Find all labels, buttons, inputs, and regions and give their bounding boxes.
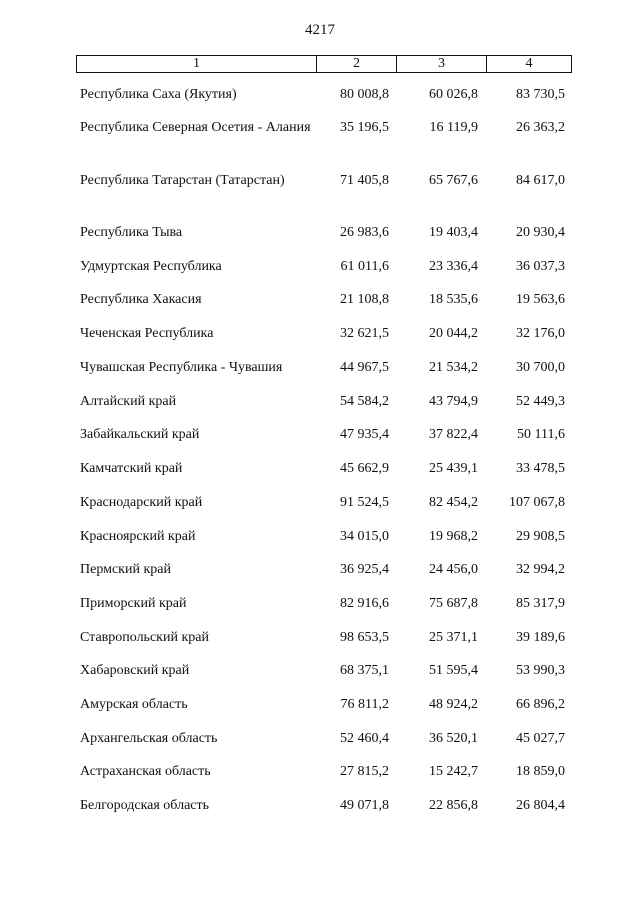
value-col-4: 26 804,4	[516, 798, 565, 813]
value-col-3: 19 403,4	[429, 225, 478, 240]
value-col-4: 30 700,0	[516, 360, 565, 375]
value-col-4: 19 563,6	[516, 292, 565, 307]
value-col-3: 25 439,1	[429, 461, 478, 476]
region-name: Республика Тыва	[80, 225, 183, 240]
value-col-3: 75 687,8	[429, 596, 478, 611]
value-col-3: 43 794,9	[429, 394, 478, 409]
region-name: Удмуртская Республика	[80, 259, 222, 274]
value-col-4: 85 317,9	[516, 596, 565, 611]
value-col-2: 71 405,8	[340, 173, 389, 188]
value-col-3: 20 044,2	[429, 326, 478, 341]
column-header-row	[77, 56, 572, 73]
value-col-3: 19 968,2	[429, 529, 478, 544]
value-col-3: 82 454,2	[429, 495, 478, 510]
value-col-3: 36 520,1	[429, 731, 478, 746]
value-col-4: 39 189,6	[516, 630, 565, 645]
value-col-3: 65 767,6	[429, 173, 478, 188]
region-name: Республика Саха (Якутия)	[80, 87, 237, 102]
value-col-4: 53 990,3	[516, 663, 565, 678]
value-col-2: 26 983,6	[340, 225, 389, 240]
region-name: Хабаровский край	[80, 663, 190, 678]
value-col-2: 47 935,4	[340, 427, 389, 442]
region-name: Архангельская область	[80, 731, 218, 746]
value-col-2: 34 015,0	[340, 529, 389, 544]
value-col-4: 18 859,0	[516, 764, 565, 779]
region-name: Республика Хакасия	[80, 292, 202, 307]
value-col-2: 45 662,9	[340, 461, 389, 476]
region-name: Белгородская область	[80, 798, 210, 813]
region-name: Астраханская область	[80, 764, 211, 779]
value-col-3: 48 924,2	[429, 697, 478, 712]
value-col-2: 36 925,4	[340, 562, 389, 577]
region-name: Ставропольский край	[80, 630, 209, 645]
column-header-3: 3	[397, 56, 487, 73]
region-name: Республика Северная Осетия - Алания	[80, 120, 311, 135]
value-col-2: 54 584,2	[340, 394, 389, 409]
region-name: Пермский край	[80, 562, 171, 577]
region-name: Чувашская Республика - Чувашия	[80, 360, 283, 375]
value-col-2: 52 460,4	[340, 731, 389, 746]
value-col-2: 80 008,8	[340, 87, 389, 102]
region-name: Алтайский край	[80, 394, 177, 409]
column-header-table	[76, 55, 572, 73]
region-name: Краснодарский край	[80, 495, 203, 510]
value-col-4: 36 037,3	[516, 259, 565, 274]
column-header-1: 1	[77, 56, 317, 73]
region-name: Камчатский край	[80, 461, 183, 476]
value-col-3: 21 534,2	[429, 360, 478, 375]
value-col-2: 76 811,2	[340, 697, 389, 712]
value-col-3: 22 856,8	[429, 798, 478, 813]
value-col-4: 50 111,6	[517, 427, 565, 442]
value-col-2: 82 916,6	[340, 596, 389, 611]
value-col-4: 66 896,2	[516, 697, 565, 712]
value-col-3: 25 371,1	[429, 630, 478, 645]
region-name: Республика Татарстан (Татарстан)	[80, 173, 285, 188]
value-col-3: 15 242,7	[429, 764, 478, 779]
value-col-3: 16 119,9	[429, 120, 478, 135]
region-name: Амурская область	[80, 697, 188, 712]
value-col-2: 49 071,8	[340, 798, 389, 813]
value-col-2: 35 196,5	[340, 120, 389, 135]
value-col-4: 52 449,3	[516, 394, 565, 409]
value-col-4: 29 908,5	[516, 529, 565, 544]
region-name: Красноярский край	[80, 529, 196, 544]
page-number: 4217	[305, 22, 335, 38]
region-name: Забайкальский край	[80, 427, 200, 442]
region-name: Чеченская Республика	[80, 326, 214, 341]
value-col-4: 84 617,0	[516, 173, 565, 188]
value-col-2: 27 815,2	[340, 764, 389, 779]
value-col-2: 98 653,5	[340, 630, 389, 645]
value-col-2: 21 108,8	[340, 292, 389, 307]
value-col-2: 32 621,5	[340, 326, 389, 341]
value-col-3: 24 456,0	[429, 562, 478, 577]
value-col-4: 32 994,2	[516, 562, 565, 577]
value-col-4: 33 478,5	[516, 461, 565, 476]
value-col-2: 68 375,1	[340, 663, 389, 678]
value-col-4: 32 176,0	[516, 326, 565, 341]
column-header-2: 2	[317, 56, 397, 73]
value-col-4: 26 363,2	[516, 120, 565, 135]
value-col-3: 60 026,8	[429, 87, 478, 102]
value-col-3: 18 535,6	[429, 292, 478, 307]
value-col-4: 83 730,5	[516, 87, 565, 102]
value-col-4: 107 067,8	[509, 495, 565, 510]
value-col-2: 91 524,5	[340, 495, 389, 510]
value-col-3: 51 595,4	[429, 663, 478, 678]
value-col-2: 44 967,5	[340, 360, 389, 375]
value-col-3: 37 822,4	[429, 427, 478, 442]
value-col-3: 23 336,4	[429, 259, 478, 274]
region-name: Приморский край	[80, 596, 187, 611]
value-col-4: 45 027,7	[516, 731, 565, 746]
column-header-4: 4	[487, 56, 572, 73]
value-col-2: 61 011,6	[340, 259, 389, 274]
value-col-4: 20 930,4	[516, 225, 565, 240]
